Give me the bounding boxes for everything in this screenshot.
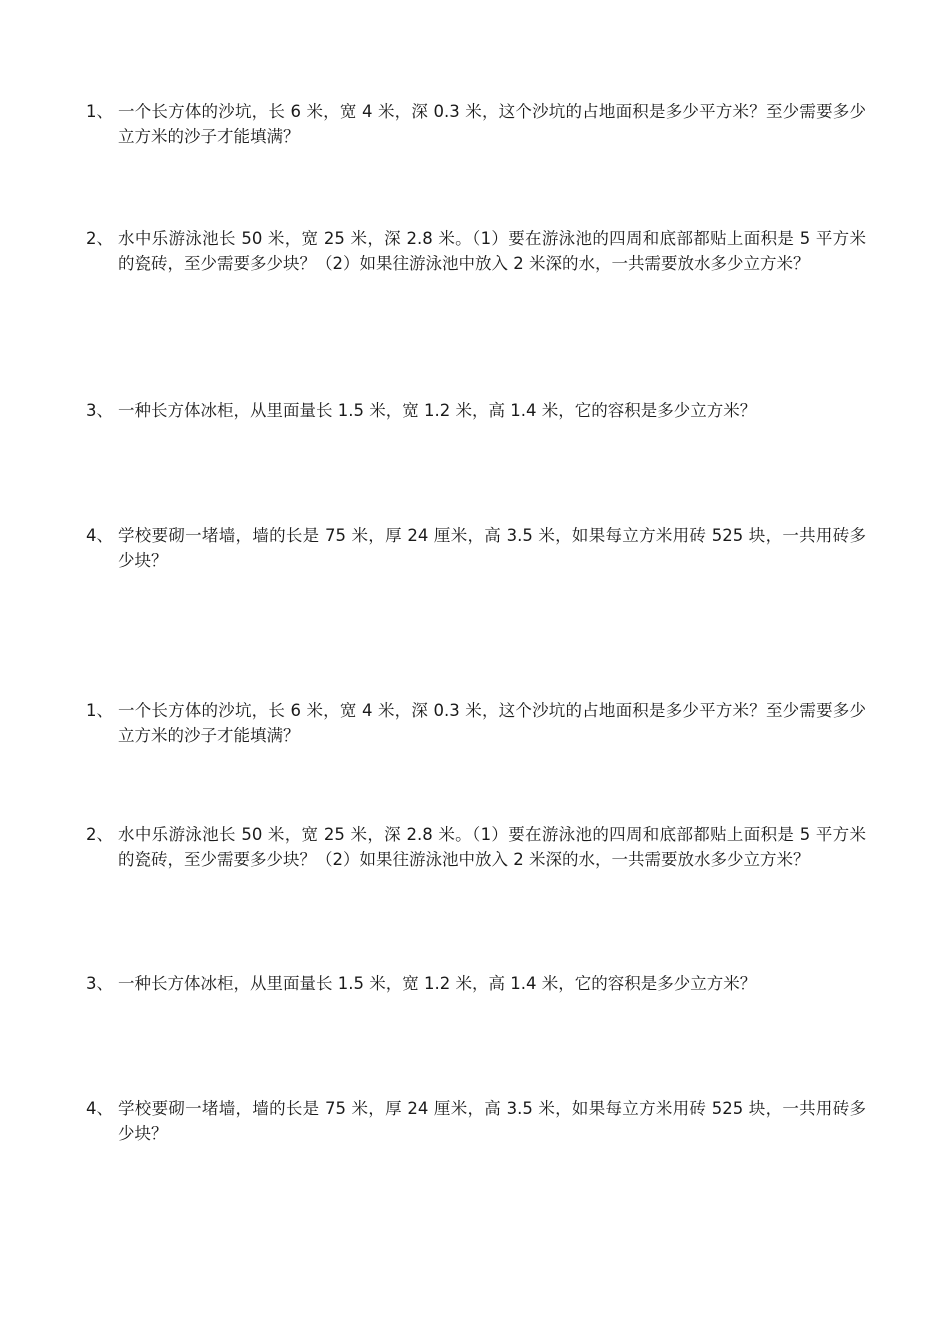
problem-item xyxy=(86,1096,866,1146)
problem-item xyxy=(86,226,866,276)
problem-item xyxy=(86,971,866,996)
problem-text: 学校要砌一堵墙，墙的长是 75 米，厚 24 厘米，高 3.5 米，如果每立方米用砖 525 块，一共用砖多少块？ xyxy=(118,526,866,570)
problem-number: 3、 xyxy=(86,401,113,420)
problem-text: 水中乐游泳池长 50 米，宽 25 米，深 2.8 米。（1）要在游泳池的四周和底部都贴上面积是 5 平方米的瓷砖，至少需要多少块？（2）如果往游泳池中放入 2 米深的水，一共需要放水多少立方米？ xyxy=(118,825,866,869)
problem-number: 1、 xyxy=(86,102,113,121)
problem-number: 4、 xyxy=(86,1099,113,1118)
problem-number: 2、 xyxy=(86,825,113,844)
problem-number: 3、 xyxy=(86,974,113,993)
problem-number: 1、 xyxy=(86,701,113,720)
problem-text: 一种长方体冰柜，从里面量长 1.5 米，宽 1.2 米，高 1.4 米，它的容积是多少立方米？ xyxy=(118,401,757,420)
problem-text: 一个长方体的沙坑，长 6 米，宽 4 米，深 0.3 米，这个沙坑的占地面积是多少平方米？至少需要多少立方米的沙子才能填满？ xyxy=(118,102,866,146)
problem-text: 水中乐游泳池长 50 米，宽 25 米，深 2.8 米。（1）要在游泳池的四周和底部都贴上面积是 5 平方米的瓷砖，至少需要多少块？（2）如果往游泳池中放入 2 米深的水，一共需要放水多少立方米？ xyxy=(118,229,866,273)
problem-number: 4、 xyxy=(86,526,113,545)
problem-item xyxy=(86,99,866,149)
problem-item xyxy=(86,822,866,872)
problem-text: 一个长方体的沙坑，长 6 米，宽 4 米，深 0.3 米，这个沙坑的占地面积是多少平方米？至少需要多少立方米的沙子才能填满？ xyxy=(118,701,866,745)
problem-text: 一种长方体冰柜，从里面量长 1.5 米，宽 1.2 米，高 1.4 米，它的容积是多少立方米？ xyxy=(118,974,757,993)
problem-item xyxy=(86,398,866,423)
problem-item xyxy=(86,698,866,748)
problem-text: 学校要砌一堵墙，墙的长是 75 米，厚 24 厘米，高 3.5 米，如果每立方米用砖 525 块，一共用砖多少块？ xyxy=(118,1099,866,1143)
problem-number: 2、 xyxy=(86,229,113,248)
problem-item xyxy=(86,523,866,573)
